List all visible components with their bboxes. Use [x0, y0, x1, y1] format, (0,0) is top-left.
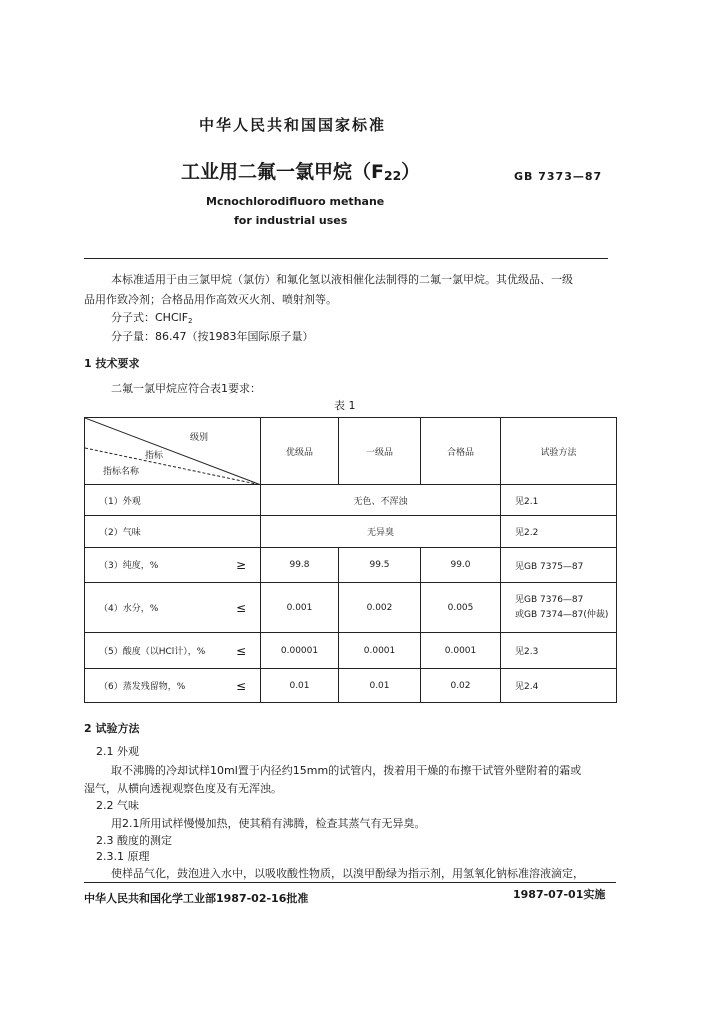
section2-2-title: 2.2 气味 [96, 799, 139, 812]
section2-1-line1: 取不沸腾的冷却试样10ml置于内径约15mm的试管内，拨着用干燥的布擦干试管外壁附着的霜或 [111, 764, 582, 777]
molecular-weight: 分子量：86.47（按1983年国际原子量） [111, 330, 314, 343]
row-name [85, 633, 261, 669]
table-caption: 表 1 [334, 399, 356, 412]
row-name-text: （5）酸度（以HCl计），% [99, 646, 206, 657]
row-method: 见2.2 [501, 516, 617, 548]
row-sign: ≤ [235, 600, 246, 615]
row-name [85, 583, 261, 633]
row-value-premium: 0.01 [261, 669, 339, 703]
col-header-test-method: 试验方法 [501, 418, 617, 485]
row-sign: ≥ [235, 558, 246, 572]
row-method: 见2.3 [501, 633, 617, 669]
table-diagonal-header [85, 418, 261, 485]
row-name [85, 669, 261, 703]
row-sign: ≤ [235, 678, 246, 693]
molecular-formula-main: CHClF [155, 311, 189, 324]
row-value-qualified: 99.0 [421, 548, 501, 583]
row-method-line1: 见GB 7376—87 [515, 594, 584, 605]
row-value-qualified: 0.02 [421, 669, 501, 703]
document-title-main: 工业用二氟一氯甲烷（F [181, 161, 384, 183]
row-value-first: 99.5 [339, 548, 421, 583]
table-header-row [85, 418, 617, 485]
row-name: （2）气味 [85, 516, 261, 548]
section1-sentence: 二氟一氯甲烷应符合表1要求： [111, 382, 261, 395]
row-method: 见2.4 [501, 669, 617, 703]
table-row [85, 669, 617, 703]
section2-1-title: 2.1 外观 [96, 745, 139, 758]
english-title-line2: for industrial uses [234, 214, 348, 227]
section1-heading: 1 技术要求 [84, 357, 140, 370]
table-row [85, 516, 617, 548]
row-method: 见GB 7375—87 [501, 548, 617, 583]
header-name-label: 指标名称 [103, 467, 140, 477]
document-title-subscript: 22 [383, 169, 402, 183]
row-merged-value: 无异臭 [261, 516, 501, 548]
row-name [85, 548, 261, 583]
row-value-premium: 0.00001 [261, 633, 339, 669]
molecular-formula-label: 分子式： [111, 311, 155, 324]
table-row [85, 548, 617, 583]
row-value-premium: 0.001 [261, 583, 339, 633]
footer-divider [84, 882, 616, 883]
row-name: （1）外观 [85, 485, 261, 516]
header-divider [84, 258, 608, 259]
document-title-close: ） [401, 161, 421, 183]
row-merged-value: 无色、不浑浊 [261, 485, 501, 516]
section2-3-title: 2.3 酸度的测定 [96, 834, 172, 847]
section2-1-line2: 湿气，从横向透视观察色度及有无浑浊。 [84, 782, 282, 795]
table-row [85, 485, 617, 516]
national-standard-title: 中华人民共和国国家标准 [199, 116, 387, 134]
row-method-line2: 或GB 7374—87(仲裁) [515, 609, 609, 620]
section2-3-1-title: 2.3.1 原理 [96, 850, 150, 863]
section2-2-line1: 用2.1所用试样慢慢加热，使其稍有沸腾，检查其蒸气有无异臭。 [111, 817, 426, 830]
document-title [181, 157, 420, 184]
header-level-label: 级别 [190, 433, 209, 443]
molecular-formula [111, 309, 193, 325]
row-value-qualified: 0.0001 [421, 633, 501, 669]
header-indicator-label: 指标 [145, 451, 164, 461]
row-name-text: （6）蒸发残留物，% [99, 681, 186, 692]
row-value-first: 0.0001 [339, 633, 421, 669]
row-value-first: 0.01 [339, 669, 421, 703]
molecular-formula-sub: 2 [188, 316, 193, 325]
table-row [85, 583, 617, 633]
row-value-first: 0.002 [339, 583, 421, 633]
row-sign: ≤ [235, 643, 246, 658]
col-header-qualified: 合格品 [421, 418, 501, 485]
effective-date: 1987-07-01实施 [513, 888, 606, 901]
approval-note: 中华人民共和国化学工业部1987-02-16批准 [84, 892, 309, 905]
spec-table [84, 417, 617, 703]
row-method [501, 583, 617, 633]
english-title-line1: Mcnochlorodifluoro methane [206, 195, 385, 208]
standard-number: GB 7373—87 [514, 170, 603, 183]
row-value-qualified: 0.005 [421, 583, 501, 633]
col-header-first-grade: 一级品 [339, 418, 421, 485]
row-method: 见2.1 [501, 485, 617, 516]
intro-para-line2: 品用作致冷剂；合格品用作高效灭火剂、喷射剂等。 [84, 293, 337, 306]
intro-para-line1: 本标准适用于由三氯甲烷（氯仿）和氟化氢以液相催化法制得的二氟一氯甲烷。其优级品、一级 [111, 273, 573, 286]
col-header-premium: 优级品 [261, 418, 339, 485]
row-value-premium: 99.8 [261, 548, 339, 583]
section2-3-1-line1: 使样品气化，鼓泡进入水中，以吸收酸性物质，以溴甲酚绿为指示剂，用氢氧化钠标准溶液滴定， [111, 867, 584, 880]
section2-heading: 2 试验方法 [84, 722, 140, 735]
table-row [85, 633, 617, 669]
row-name-text: （3）纯度，% [99, 561, 159, 571]
row-name-text: （4）水分，% [99, 603, 159, 614]
